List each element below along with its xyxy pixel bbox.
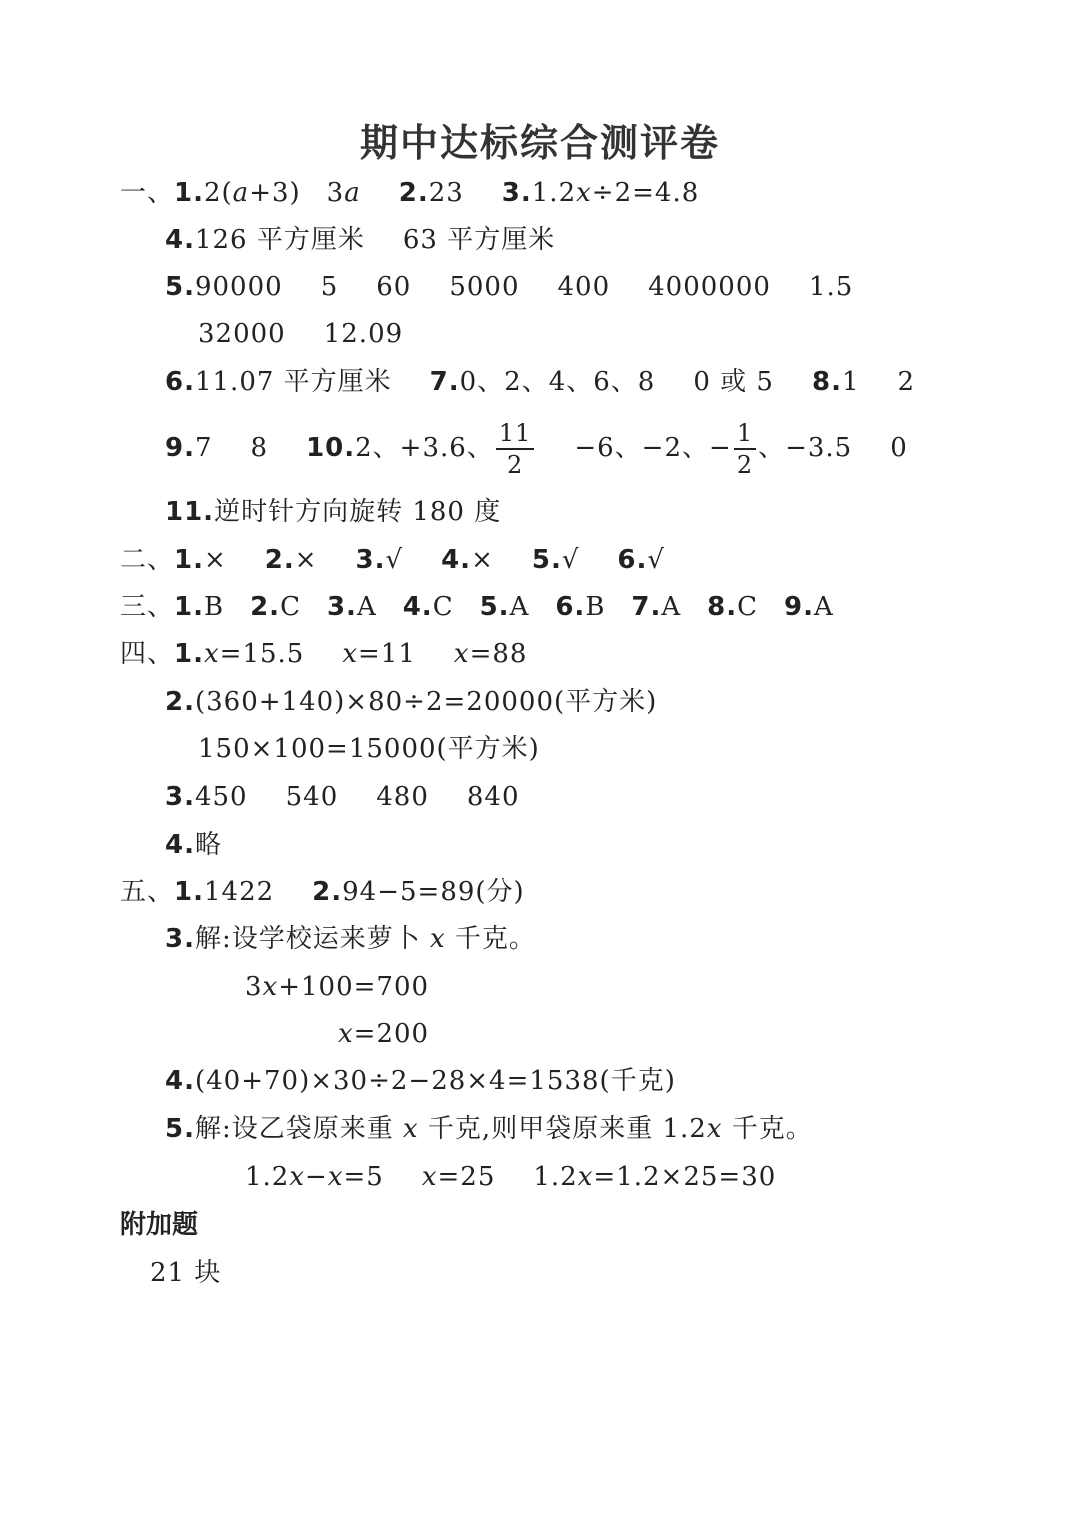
- extra-heading: 附加题: [120, 1210, 199, 1240]
- s4-line-4: 3.450 540 480 840: [165, 782, 520, 812]
- s4-line-3: 150×100=15000(平方米): [198, 734, 540, 764]
- extra-answer: 21 块: [150, 1258, 222, 1288]
- s2-line: 二、1.× 2.× 3.√ 4.× 5.√ 6.√: [120, 545, 665, 575]
- s1-line-2: 4.126 平方厘米 63 平方厘米: [165, 225, 556, 255]
- s5-line-3: 3x+100=700: [245, 972, 430, 1002]
- s1-line-1: 一、1.2(a+3) 3a 2.23 3.1.2x÷2=4.8: [120, 178, 700, 208]
- section-1-label: 一、: [120, 178, 175, 208]
- s1-line-4: 32000 12.09: [198, 319, 404, 349]
- fraction-11-2: $\frac{11}{2}$: [496, 418, 535, 480]
- s5-line-5: 4.(40+70)×30÷2−28×4=1538(千克): [165, 1066, 676, 1096]
- s5-line-6: 5.解:设乙袋原来重 x 千克,则甲袋原来重 1.2x 千克。: [165, 1114, 813, 1144]
- s5-line-4: x=200: [338, 1019, 430, 1049]
- section-2-label: 二、: [120, 545, 175, 575]
- section-3-label: 三、: [120, 592, 175, 622]
- s1-line-7: 11.逆时针方向旋转 180 度: [165, 497, 502, 527]
- section-4-label: 四、: [120, 639, 175, 669]
- s5-line-7: 1.2x−x=5 x=25 1.2x=1.2×25=30: [245, 1162, 777, 1192]
- s1-line-5: 6.11.07 平方厘米 7.0、2、4、6、8 0 或 5 8.1 2: [165, 367, 916, 397]
- s4-line-5: 4.略: [165, 830, 222, 860]
- s5-line-1: 五、1.1422 2.94−5=89(分): [120, 877, 525, 907]
- s5-line-2: 3.解:设学校运来萝卜 x 千克。: [165, 924, 536, 954]
- fraction-1-2: $\frac{1}{2}$: [734, 418, 756, 480]
- s1-line-3: 5.90000 5 60 5000 400 4000000 1.5: [165, 272, 854, 302]
- s4-line-1: 四、1.x=15.5 x=11 x=88: [120, 639, 528, 669]
- s4-line-2: 2.(360+140)×80÷2=20000(平方米): [165, 687, 658, 717]
- page-title: 期中达标综合测评卷: [359, 121, 720, 165]
- section-5-label: 五、: [120, 877, 175, 907]
- s3-line: 三、1.B 2.C 3.A 4.C 5.A 6.B 7.A 8.C 9.A: [120, 592, 834, 622]
- s1-line-6: 9.7 8 10.2、+3.6、 $\frac{11}{2}$ −6、−2、− $\frac{1}{2}$ 、−3.5 0: [165, 419, 908, 479]
